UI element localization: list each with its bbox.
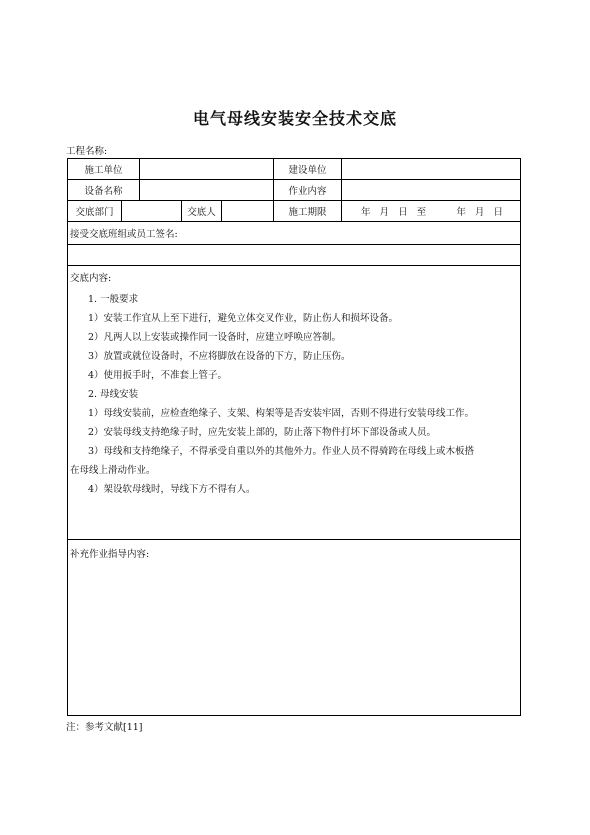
person-label: 交底人: [182, 201, 222, 221]
equipment-name-field[interactable]: [140, 180, 274, 200]
form-row-disclosure: [68, 201, 520, 222]
reference-note: 注：参考文献[11]: [66, 722, 143, 733]
content-line: 2）凡两人以上安装或操作同一设备时，应建立呼唤应答制。: [88, 332, 342, 343]
supplement-label: 补充作业指导内容:: [70, 549, 150, 560]
content-line: 2. 母线安装: [88, 389, 139, 400]
content-label: 交底内容:: [70, 273, 112, 284]
content-line: 1. 一般要求: [88, 294, 139, 305]
form-row-units: [68, 159, 520, 180]
content-line: 1）母线安装前，应检查绝缘子、支架、构架等是否安装牢固，否则不得进行安装母线工作。: [88, 408, 475, 419]
disclosure-form: [67, 158, 521, 716]
supplement-section: [68, 540, 520, 715]
signature-label: 接受交底班组或员工签名:: [70, 229, 178, 240]
period-field[interactable]: 年 月 日 至 年 月 日: [361, 207, 503, 218]
form-row-equipment: [68, 180, 520, 201]
equipment-name-label: 设备名称: [68, 180, 140, 200]
work-content-field[interactable]: [342, 180, 522, 200]
content-line: 3）母线和支持绝缘子，不得承受自重以外的其他外力。作业人员不得骑跨在母线上或木板搭: [88, 446, 475, 457]
period-label: 施工期限: [274, 201, 342, 221]
building-unit-field[interactable]: [342, 159, 522, 179]
content-line: 2）安装母线支持绝缘子时，应先安装上部的，防止落下物件打坏下部设备或人员。: [88, 427, 437, 438]
signature-row: [68, 222, 520, 245]
content-line: 4）架设软母线时，导线下方不得有人。: [88, 484, 256, 495]
disclosure-content: [68, 266, 520, 540]
project-name-label: 工程名称:: [66, 146, 108, 157]
construction-unit-label: 施工单位: [68, 159, 140, 179]
content-line: 1）安装工作宜从上至下进行，避免立体交叉作业，防止伤人和损坏设备。: [88, 313, 399, 324]
document-title: 电气母线安装安全技术交底: [192, 109, 397, 128]
dept-field[interactable]: [122, 201, 182, 221]
work-content-label: 作业内容: [274, 180, 342, 200]
dept-label: 交底部门: [68, 201, 122, 221]
building-unit-label: 建设单位: [274, 159, 342, 179]
construction-unit-field[interactable]: [140, 159, 274, 179]
person-field[interactable]: [222, 201, 274, 221]
content-line: 3）放置或就位设备时，不应将脚放在设备的下方，防止压伤。: [88, 351, 351, 362]
content-line: 在母线上滑动作业。: [70, 465, 156, 476]
content-line: 4）使用扳手时，不准套上管子。: [88, 370, 228, 381]
signature-field[interactable]: [68, 245, 520, 266]
